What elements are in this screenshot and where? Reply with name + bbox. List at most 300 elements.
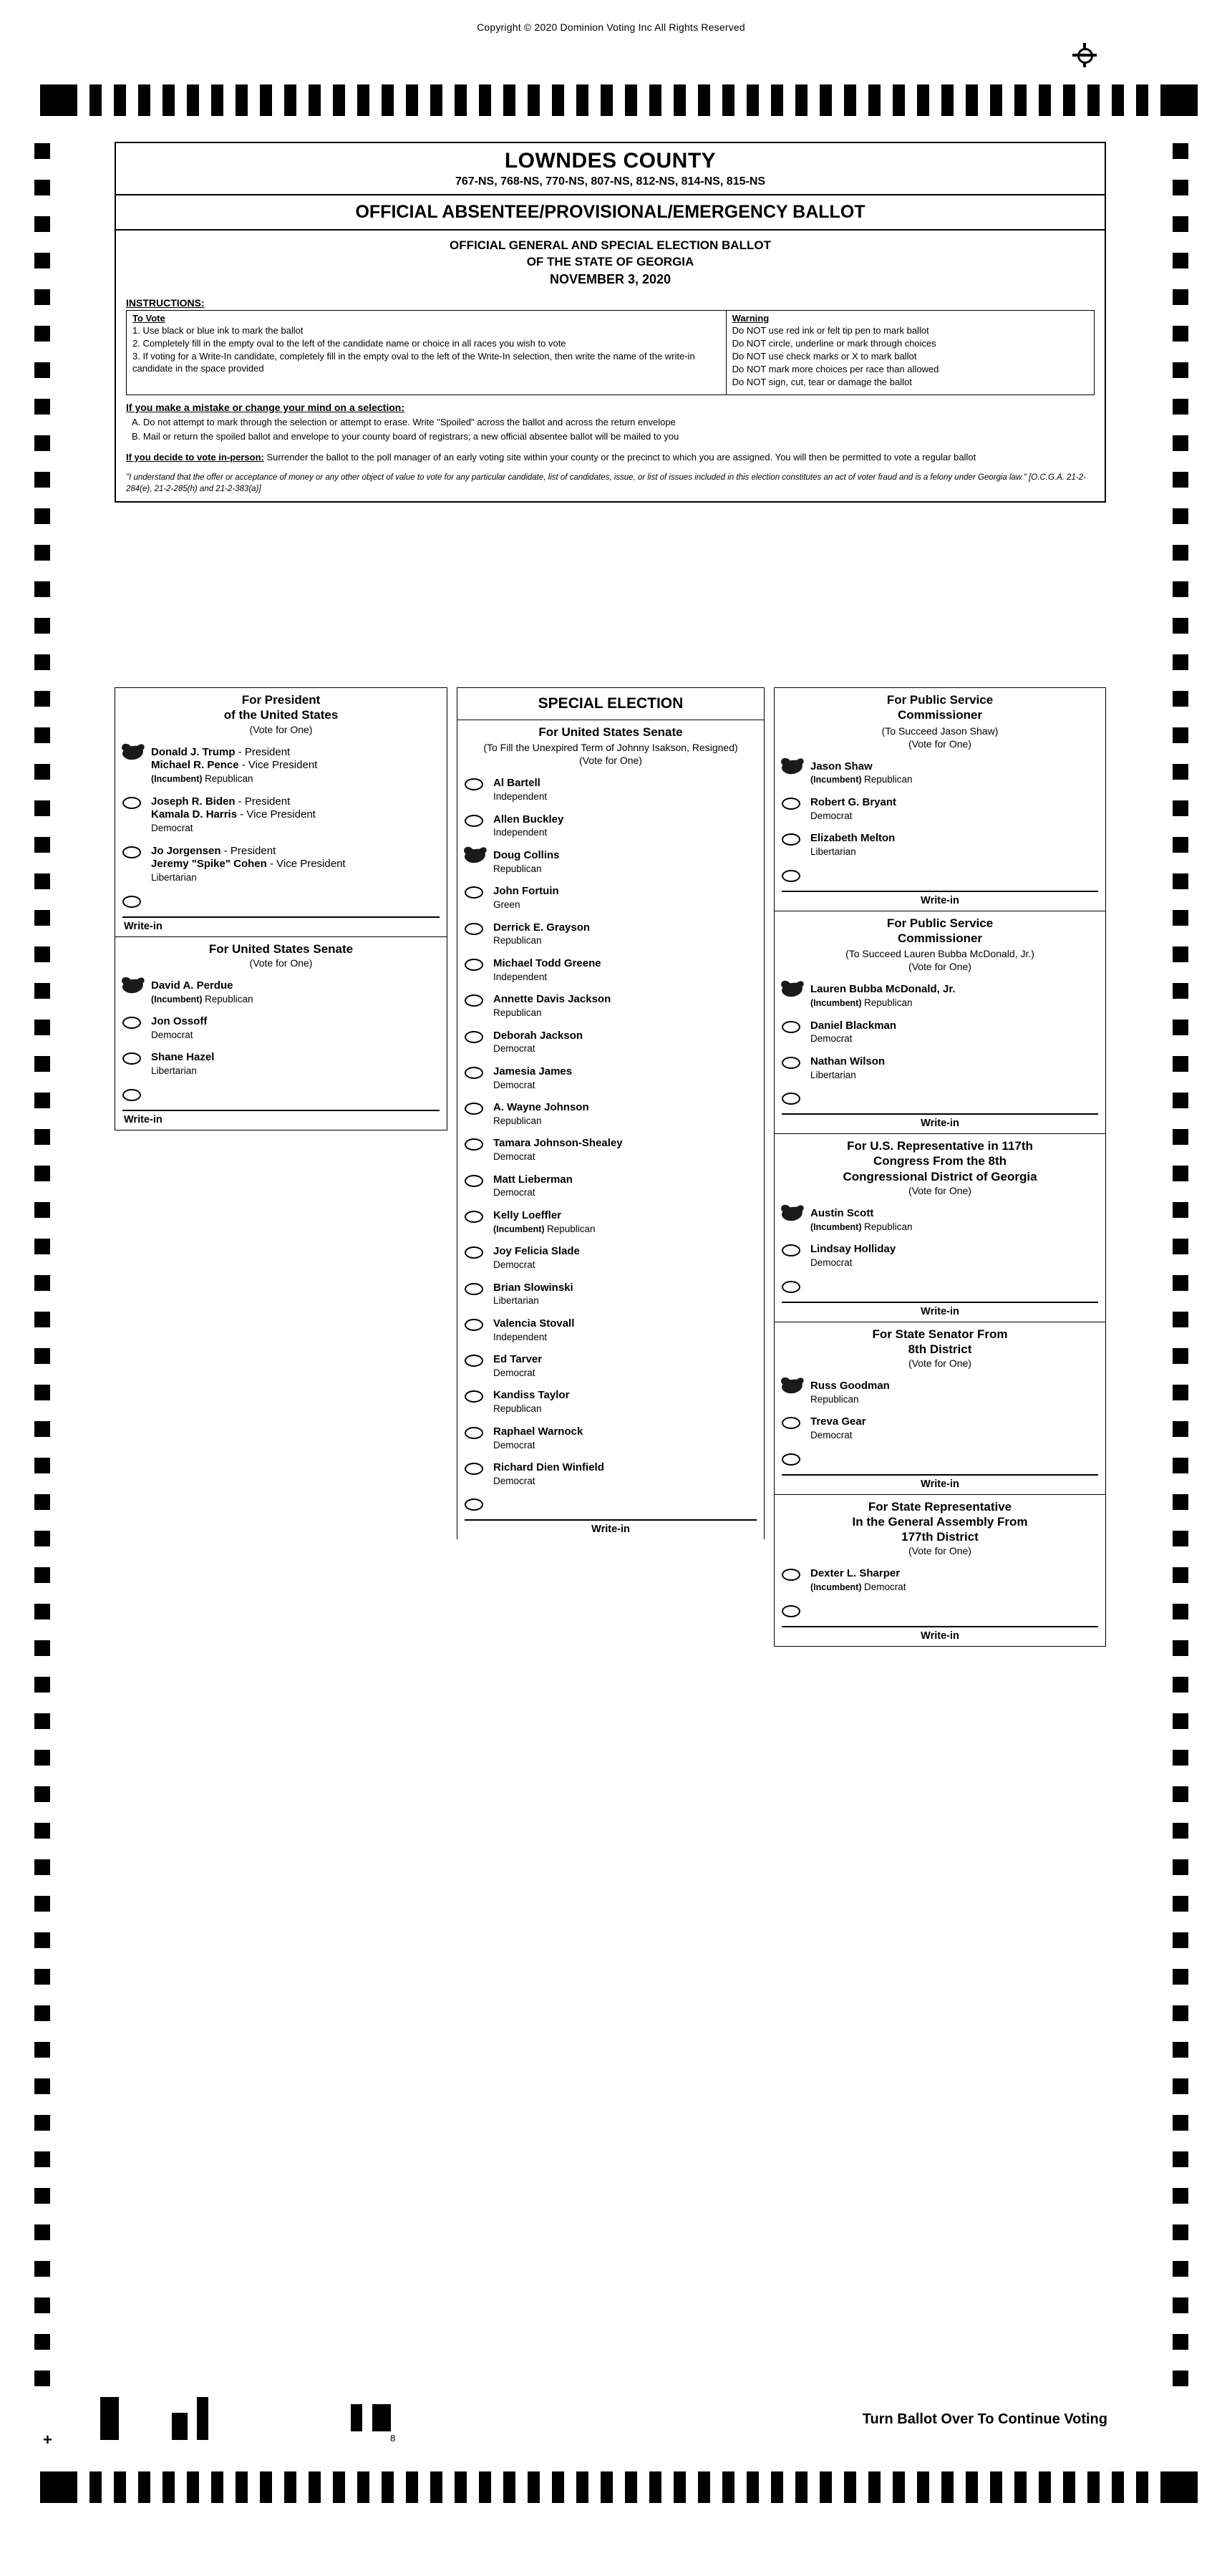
timing-mark: [455, 2471, 467, 2503]
contest-title: For Public Service Commissioner: [886, 693, 994, 722]
candidate-party: Republican: [493, 1007, 542, 1018]
timing-mark: [34, 1531, 50, 1546]
timing-mark: [1173, 2115, 1188, 2131]
candidate-name: Kelly Loeffler: [493, 1209, 562, 1221]
vote-oval-wrap[interactable]: [465, 993, 493, 1007]
candidate-party: (Incumbent) Republican: [493, 1223, 596, 1234]
timing-mark: [1173, 873, 1188, 889]
vote-oval-empty[interactable]: [122, 896, 141, 908]
vote-oval-wrap[interactable]: [465, 1101, 493, 1115]
candidate-text: [810, 760, 1100, 786]
vote-oval-wrap[interactable]: [782, 868, 810, 882]
vote-oval-wrap[interactable]: [465, 1173, 493, 1187]
timing-mark: [34, 1640, 50, 1656]
candidate-option[interactable]: [775, 791, 1105, 827]
candidate-option[interactable]: [775, 1202, 1105, 1238]
vote-oval-wrap[interactable]: [782, 760, 810, 774]
vote-oval-empty[interactable]: [465, 1067, 483, 1079]
candidate-option[interactable]: [457, 952, 764, 988]
candidate-text: [493, 885, 758, 911]
timing-mark: [309, 2471, 321, 2503]
candidate-text: [151, 746, 441, 785]
candidate-option[interactable]: [457, 1096, 764, 1132]
warning-heading: Warning: [732, 313, 770, 324]
candidate-option[interactable]: [457, 1132, 764, 1168]
vote-oval-wrap[interactable]: [465, 1030, 493, 1043]
candidate-option[interactable]: [457, 808, 764, 844]
timing-mark: [1173, 435, 1188, 451]
contest-title: For United States Senate: [538, 725, 683, 739]
candidate-office: - President: [235, 795, 291, 808]
mistake-heading: If you make a mistake or change your mind on a selection:: [126, 401, 404, 413]
vote-oval-empty[interactable]: [465, 886, 483, 899]
timing-mark: [430, 2471, 442, 2503]
timing-mark: [1173, 1640, 1188, 1656]
timing-mark: [1173, 326, 1188, 342]
timing-mark: [34, 764, 50, 780]
timing-mark: [187, 84, 199, 116]
timing-mark: [34, 727, 50, 743]
vote-oval-wrap[interactable]: [782, 1567, 810, 1581]
vote-oval-empty[interactable]: [465, 778, 483, 790]
candidate-party: Democrat: [493, 1259, 535, 1271]
to-vote-item: 1. Use black or blue ink to mark the ballot: [132, 325, 304, 336]
write-in-label: Write-in: [921, 1118, 959, 1130]
write-in-option[interactable]: [775, 1086, 1105, 1110]
candidate-party: (Incumbent) Republican: [810, 1221, 913, 1232]
vote-oval-empty[interactable]: [465, 1103, 483, 1115]
vote-oval-wrap[interactable]: [465, 1425, 493, 1439]
write-in-line[interactable]: [122, 916, 440, 918]
timing-mark: [34, 1020, 50, 1035]
timing-mark: [1063, 2471, 1075, 2503]
timing-mark: [625, 2471, 637, 2503]
candidate-name: Joseph R. Biden - President: [151, 795, 291, 808]
timing-mark: [1173, 910, 1188, 926]
timing-mark: [34, 1750, 50, 1766]
write-in-option[interactable]: [775, 863, 1105, 888]
candidate-party: Republican: [493, 863, 542, 874]
timing-mark: [625, 84, 637, 116]
candidate-option[interactable]: [775, 1375, 1105, 1410]
timing-mark: [820, 84, 832, 116]
timing-mark: [1173, 1969, 1188, 1985]
candidate-name: David A. Perdue: [151, 979, 233, 992]
timing-mark: [1087, 84, 1100, 116]
vote-oval-wrap[interactable]: [465, 1137, 493, 1151]
timing-mark: [1173, 946, 1188, 962]
vote-oval-wrap[interactable]: [465, 957, 493, 971]
vote-oval-empty[interactable]: [465, 959, 483, 971]
timing-mark: [34, 2371, 50, 2386]
timing-mark: [771, 2471, 783, 2503]
to-vote-heading: To Vote: [132, 313, 165, 324]
write-in-option[interactable]: [115, 1083, 447, 1107]
timing-mark: [1173, 143, 1188, 159]
vote-oval-wrap[interactable]: [782, 1380, 810, 1393]
vote-oval-wrap[interactable]: [782, 1243, 810, 1256]
vote-oval-empty[interactable]: [465, 1246, 483, 1259]
vote-oval-empty[interactable]: [782, 833, 800, 846]
candidate-text: [493, 993, 758, 1019]
timing-mark: [34, 1056, 50, 1072]
timing-mark: [34, 326, 50, 342]
timing-mark: [34, 1713, 50, 1729]
write-in-line[interactable]: [122, 1110, 440, 1111]
candidate-party: Democrat: [493, 1187, 535, 1199]
running-mate-name: Jeremy "Spike" Cohen - Vice President: [151, 858, 346, 871]
vote-for-instruction: (Vote for One): [249, 723, 313, 735]
timing-mark: [552, 84, 564, 116]
candidate-text: [493, 1065, 758, 1091]
vote-oval-wrap[interactable]: [465, 921, 493, 935]
candidate-name: Ed Tarver: [493, 1353, 543, 1366]
vote-for-instruction: (Vote for One): [579, 755, 642, 767]
candidate-option[interactable]: [457, 1060, 764, 1096]
pen-mark-icon: [781, 758, 805, 777]
write-in-label: Write-in: [921, 1305, 959, 1317]
vote-oval-empty[interactable]: [465, 1355, 483, 1367]
timing-mark: [34, 1385, 50, 1400]
timing-mark: [34, 143, 50, 159]
vote-oval-wrap[interactable]: [465, 885, 493, 899]
timing-mark: [34, 946, 50, 962]
candidate-option[interactable]: [457, 772, 764, 808]
candidate-option[interactable]: [115, 790, 447, 840]
vote-oval-wrap[interactable]: [782, 983, 810, 997]
candidate-party: Libertarian: [810, 846, 856, 858]
candidate-option[interactable]: [457, 916, 764, 952]
candidate-option[interactable]: [775, 827, 1105, 863]
timing-mark: [34, 289, 50, 305]
timing-mark: [34, 2151, 50, 2167]
candidate-text: [493, 1137, 758, 1163]
timing-mark: [34, 2224, 50, 2240]
candidate-text: [493, 921, 758, 947]
candidate-party: Republican: [493, 935, 542, 946]
write-in-line[interactable]: [782, 1113, 1098, 1115]
vote-oval-empty[interactable]: [465, 1390, 483, 1403]
candidate-party: Democrat: [810, 1430, 853, 1441]
candidate-option[interactable]: [115, 974, 447, 1010]
vote-oval-wrap[interactable]: [465, 1497, 493, 1511]
vote-oval-empty[interactable]: [782, 1605, 800, 1617]
candidate-option[interactable]: [115, 1010, 447, 1046]
timing-mark: [34, 1275, 50, 1291]
timing-mark: [1173, 1823, 1188, 1839]
candidate-name: Daniel Blackman: [810, 1019, 897, 1032]
vote-oval-empty[interactable]: [782, 1021, 800, 1033]
timing-mark: [1173, 691, 1188, 707]
vote-oval-empty[interactable]: [782, 1093, 800, 1105]
timing-mark: [674, 2471, 686, 2503]
candidate-party: Democrat: [151, 823, 193, 834]
timing-mark: [698, 2471, 710, 2503]
timing-mark: [698, 84, 710, 116]
vote-oval-wrap[interactable]: [122, 746, 151, 760]
vote-oval-wrap[interactable]: [465, 1317, 493, 1331]
vote-oval-wrap[interactable]: [465, 1282, 493, 1295]
vote-oval-wrap[interactable]: [465, 1209, 493, 1223]
candidate-option[interactable]: [457, 1168, 764, 1204]
timing-mark: [34, 1239, 50, 1254]
candidate-party: Libertarian: [810, 1069, 856, 1080]
candidate-party: Democrat: [493, 1475, 535, 1486]
candidate-party: (Incumbent) Republican: [151, 773, 253, 784]
vote-oval-wrap[interactable]: [122, 795, 151, 809]
candidate-option[interactable]: [457, 844, 764, 880]
vote-oval-wrap[interactable]: [465, 1461, 493, 1475]
vote-oval-empty[interactable]: [465, 1319, 483, 1331]
write-in-option[interactable]: [115, 889, 447, 914]
candidate-party: (Incumbent) Democrat: [810, 1582, 906, 1593]
vote-oval-empty[interactable]: [465, 994, 483, 1007]
timing-mark: [941, 2471, 954, 2503]
candidate-option[interactable]: [115, 741, 447, 790]
to-vote-item: 2. Completely fill in the empty oval to the left of the candidate name or choice in all races you wish to vote: [132, 338, 566, 349]
candidate-option[interactable]: [457, 1312, 764, 1348]
vote-oval-wrap[interactable]: [782, 1055, 810, 1069]
timing-mark: [1173, 727, 1188, 743]
timing-mark: [528, 84, 540, 116]
timing-mark: [1173, 1202, 1188, 1218]
vote-for-instruction: (Vote for One): [908, 737, 971, 750]
timing-mark: [34, 435, 50, 451]
vote-oval-empty[interactable]: [782, 1417, 800, 1429]
candidate-option[interactable]: [457, 1025, 764, 1060]
incumbent-label: (Incumbent): [810, 775, 864, 785]
timing-mark: [34, 873, 50, 889]
timing-mark: [966, 2471, 978, 2503]
timing-mark: [893, 2471, 905, 2503]
candidate-text: [151, 795, 441, 835]
vote-oval-wrap[interactable]: [465, 1389, 493, 1403]
vote-oval-empty[interactable]: [782, 1281, 800, 1293]
vote-oval-wrap[interactable]: [782, 1020, 810, 1033]
instructions-box: [126, 310, 1095, 394]
ballot-column-1: [115, 687, 447, 1130]
vote-oval-wrap[interactable]: [122, 894, 151, 908]
vote-oval-empty[interactable]: [465, 1138, 483, 1151]
vote-oval-empty[interactable]: [465, 1283, 483, 1295]
write-in-line[interactable]: [782, 891, 1098, 892]
timing-mark: [34, 1202, 50, 1218]
pen-mark-icon: [781, 1377, 805, 1396]
vote-oval-wrap[interactable]: [782, 832, 810, 846]
write-in-line[interactable]: [782, 1626, 1098, 1627]
timing-mark: [1063, 84, 1075, 116]
timing-mark: [479, 84, 491, 116]
vote-oval-empty[interactable]: [782, 1057, 800, 1069]
candidate-option[interactable]: [457, 1348, 764, 1384]
vote-oval-empty[interactable]: [465, 1498, 483, 1511]
vote-oval-wrap[interactable]: [122, 979, 151, 993]
timing-mark: [34, 2115, 50, 2131]
vote-oval-empty[interactable]: [782, 1244, 800, 1256]
candidate-option[interactable]: [457, 1240, 764, 1276]
candidate-option[interactable]: [775, 1238, 1105, 1274]
timing-mark: [1173, 2078, 1188, 2094]
timing-mark: [1173, 1275, 1188, 1291]
timing-track-bottom: [40, 2471, 1183, 2503]
pen-mark-icon: [122, 977, 146, 996]
timing-mark: [917, 2471, 929, 2503]
candidate-option[interactable]: [457, 1456, 764, 1492]
vote-oval-wrap[interactable]: [465, 1065, 493, 1079]
candidate-option[interactable]: [775, 1410, 1105, 1446]
county-name: LOWNDES COUNTY: [504, 149, 717, 173]
in-person-heading: If you decide to vote in-person:: [126, 451, 264, 463]
vote-oval-wrap[interactable]: [782, 1415, 810, 1429]
vote-oval-wrap[interactable]: [782, 796, 810, 810]
timing-mark: [722, 2471, 734, 2503]
candidate-option[interactable]: [775, 1050, 1105, 1086]
candidate-party: Democrat: [493, 1367, 535, 1378]
timing-mark: [333, 2471, 345, 2503]
timing-mark: [138, 2471, 150, 2503]
running-mate-office: - Vice President: [237, 808, 316, 821]
vote-oval-empty[interactable]: [465, 923, 483, 935]
candidate-text: [493, 1209, 758, 1235]
timing-mark: [1173, 1421, 1188, 1437]
timing-mark: [357, 2471, 369, 2503]
vote-oval-empty[interactable]: [465, 1175, 483, 1187]
timing-mark: [1014, 2471, 1027, 2503]
candidate-option[interactable]: [775, 1562, 1105, 1598]
candidate-option[interactable]: [457, 1420, 764, 1456]
candidate-party: Democrat: [810, 1256, 853, 1268]
write-in-line[interactable]: [465, 1519, 757, 1521]
candidate-name: Michael Todd Greene: [493, 957, 601, 969]
vote-oval-wrap[interactable]: [465, 777, 493, 790]
write-in-option[interactable]: [775, 1274, 1105, 1299]
vote-oval-empty[interactable]: [465, 1463, 483, 1475]
vote-oval-wrap[interactable]: [782, 1207, 810, 1221]
vote-oval-wrap[interactable]: [465, 849, 493, 863]
contest-title: For State Senator From 8th District: [872, 1327, 1008, 1356]
candidate-name: Treva Gear: [810, 1415, 866, 1428]
write-in-line[interactable]: [782, 1474, 1098, 1476]
timing-mark: [34, 1166, 50, 1181]
timing-mark: [1173, 1859, 1188, 1875]
timing-mark: [844, 2471, 856, 2503]
timing-mark: [34, 800, 50, 816]
timing-mark: [89, 84, 102, 116]
timing-mark: [1173, 2188, 1188, 2204]
vote-oval-empty[interactable]: [465, 815, 483, 827]
vote-oval-wrap[interactable]: [122, 1088, 151, 1101]
write-in-option[interactable]: [775, 1599, 1105, 1623]
vote-oval-wrap[interactable]: [782, 1604, 810, 1617]
vote-oval-wrap[interactable]: [782, 1279, 810, 1293]
timing-mark: [114, 2471, 126, 2503]
vote-oval-empty[interactable]: [782, 1569, 800, 1581]
vote-oval-wrap[interactable]: [122, 1051, 151, 1065]
timing-mark: [1173, 1750, 1188, 1766]
timing-mark: [1173, 1129, 1188, 1145]
vote-for-instruction: (Vote for One): [908, 961, 971, 973]
candidate-party: (Incumbent) Republican: [810, 774, 913, 785]
vote-oval-wrap[interactable]: [122, 1015, 151, 1029]
vote-oval-wrap[interactable]: [782, 1091, 810, 1105]
vote-for-instruction: (Vote for One): [908, 1357, 971, 1369]
candidate-option[interactable]: [457, 1384, 764, 1420]
candidate-option[interactable]: [457, 1204, 764, 1240]
vote-oval-empty[interactable]: [122, 1052, 141, 1065]
timing-mark: [163, 2471, 175, 2503]
timing-mark: [674, 84, 686, 116]
candidate-option[interactable]: [775, 755, 1105, 791]
timing-mark: [34, 1969, 50, 1985]
special-election-title: SPECIAL ELECTION: [457, 688, 764, 720]
timing-mark: [528, 2471, 540, 2503]
vote-oval-wrap[interactable]: [465, 1245, 493, 1259]
vote-oval-empty[interactable]: [122, 846, 141, 858]
candidate-text: [810, 1243, 1100, 1269]
timing-mark: [406, 2471, 418, 2503]
vote-oval-empty[interactable]: [782, 870, 800, 882]
candidate-text: [493, 1389, 758, 1415]
candidate-option[interactable]: [115, 840, 447, 889]
candidate-option[interactable]: [775, 1015, 1105, 1050]
candidate-option[interactable]: [115, 1046, 447, 1082]
vote-oval-empty[interactable]: [782, 1453, 800, 1466]
timing-mark: [34, 910, 50, 926]
vote-oval-empty[interactable]: [782, 798, 800, 810]
vote-oval-empty[interactable]: [122, 797, 141, 809]
contest-us-house-8: [774, 1133, 1106, 1322]
candidate-option[interactable]: [457, 880, 764, 916]
vote-oval-empty[interactable]: [465, 1211, 483, 1223]
incumbent-label: (Incumbent): [810, 1582, 864, 1593]
vote-oval-wrap[interactable]: [782, 1452, 810, 1466]
timing-mark: [34, 253, 50, 268]
to-vote-item: 3. If voting for a Write-In candidate, completely fill in the empty oval to the left of the Write-In selection, then write the name of the write-in candidate in the space provided: [132, 350, 695, 374]
timing-mark: [34, 654, 50, 670]
candidate-name: Brian Slowinski: [493, 1281, 573, 1294]
write-in-option[interactable]: [775, 1447, 1105, 1471]
timing-mark: [1173, 1896, 1188, 1912]
ballot-header: [115, 142, 1106, 503]
vote-oval-wrap[interactable]: [465, 1353, 493, 1367]
vote-oval-empty[interactable]: [122, 1089, 141, 1101]
candidate-name: Richard Dien Winfield: [493, 1461, 604, 1474]
write-in-line[interactable]: [782, 1302, 1098, 1303]
timing-mark: [34, 1494, 50, 1510]
timing-mark: [34, 362, 50, 378]
vote-oval-wrap[interactable]: [465, 813, 493, 827]
timing-mark: [1173, 2297, 1188, 2313]
turn-ballot-over-notice: Turn Ballot Over To Continue Voting: [862, 2411, 1107, 2427]
write-in-option[interactable]: [457, 1492, 764, 1516]
vote-oval-empty[interactable]: [465, 1031, 483, 1043]
mistake-item: A. Do not attempt to mark through the selection or attempt to erase. Write "Spoiled" across the ballot and across the return envelope: [132, 416, 676, 427]
vote-oval-empty[interactable]: [122, 1017, 141, 1029]
candidate-option[interactable]: [457, 988, 764, 1024]
candidate-name: Russ Goodman: [810, 1380, 890, 1392]
timing-mark: [357, 84, 369, 116]
candidate-option[interactable]: [457, 1277, 764, 1312]
candidate-text: [810, 832, 1100, 858]
timing-mark: [89, 2471, 102, 2503]
candidate-option[interactable]: [775, 978, 1105, 1014]
timing-mark: [382, 2471, 394, 2503]
vote-oval-wrap[interactable]: [122, 845, 151, 858]
mistake-item: B. Mail or return the spoiled ballot and envelope to your county board of registrars; a new official absentee ballot will be mailed to you: [132, 431, 679, 442]
timing-mark: [34, 180, 50, 195]
vote-oval-empty[interactable]: [465, 1427, 483, 1439]
timing-mark: [503, 84, 515, 116]
